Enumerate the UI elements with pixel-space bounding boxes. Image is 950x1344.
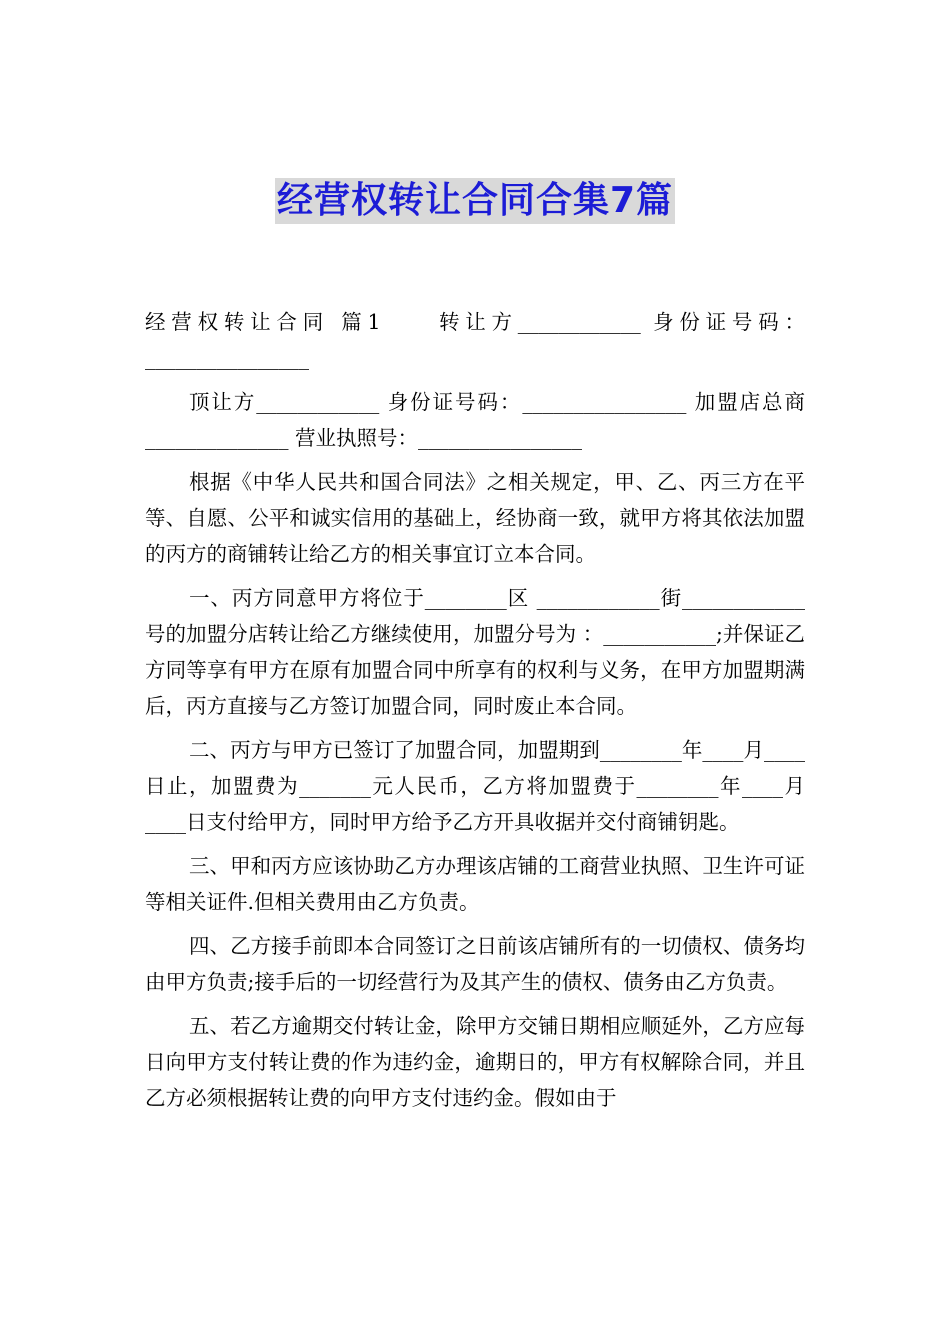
paragraph-parties: 顶让方____________ 身份证号码：________________ 加盟店总商______________ 营业执照号：________________: [145, 390, 805, 450]
paragraph-preamble: 根据《中华人民共和国合同法》之相关规定，甲、乙、丙三方在平等、自愿、公平和诚实信用的基础上，经协商一致，就甲方将其依法加盟的丙方的商铺转让给乙方的相关事宜订立本合同。: [145, 470, 805, 566]
paragraph-clause-3: 三、甲和丙方应该协助乙方办理该店铺的工商营业执照、卫生许可证等相关证件.但相关费用由乙方负责。: [145, 854, 805, 914]
paragraph-clause-2: 二、丙方与甲方已签订了加盟合同，加盟期到________年____月____日止，加盟费为_______元人民币，乙方将加盟费于________年____月____日支付给甲方，同时甲方给予乙方开具收据并交付商铺钥匙。: [145, 738, 805, 834]
paragraph-clause-5: 五、若乙方逾期交付转让金，除甲方交铺日期相应顺延外，乙方应每日向甲方支付转让费的作为违约金，逾期日的，甲方有权解除合同，并且乙方必须根据转让费的向甲方支付违约金。假如由于: [145, 1014, 805, 1110]
paragraph-header: 经营权转让合同 篇1 转让方____________ 身份证号码：________________: [145, 310, 805, 370]
paragraph-clause-4: 四、乙方接手前即本合同签订之日前该店铺所有的一切债权、债务均由甲方负责;接手后的一切经营行为及其产生的债权、债务由乙方负责。: [145, 934, 805, 994]
title-container: [0, 178, 950, 224]
document-body: [145, 304, 805, 1116]
paragraph-clause-1: 一、丙方同意甲方将位于________区 ____________街____________号的加盟分店转让给乙方继续使用，加盟分号为 ：___________;并保证乙方同等享有甲方在原有加盟合同中所享有的权利与义务，在甲方加盟期满后，丙方直接与乙方签订加盟合同，同时废止本合同。: [145, 586, 805, 718]
document-title: 经营权转让合同合集7篇: [275, 178, 675, 224]
